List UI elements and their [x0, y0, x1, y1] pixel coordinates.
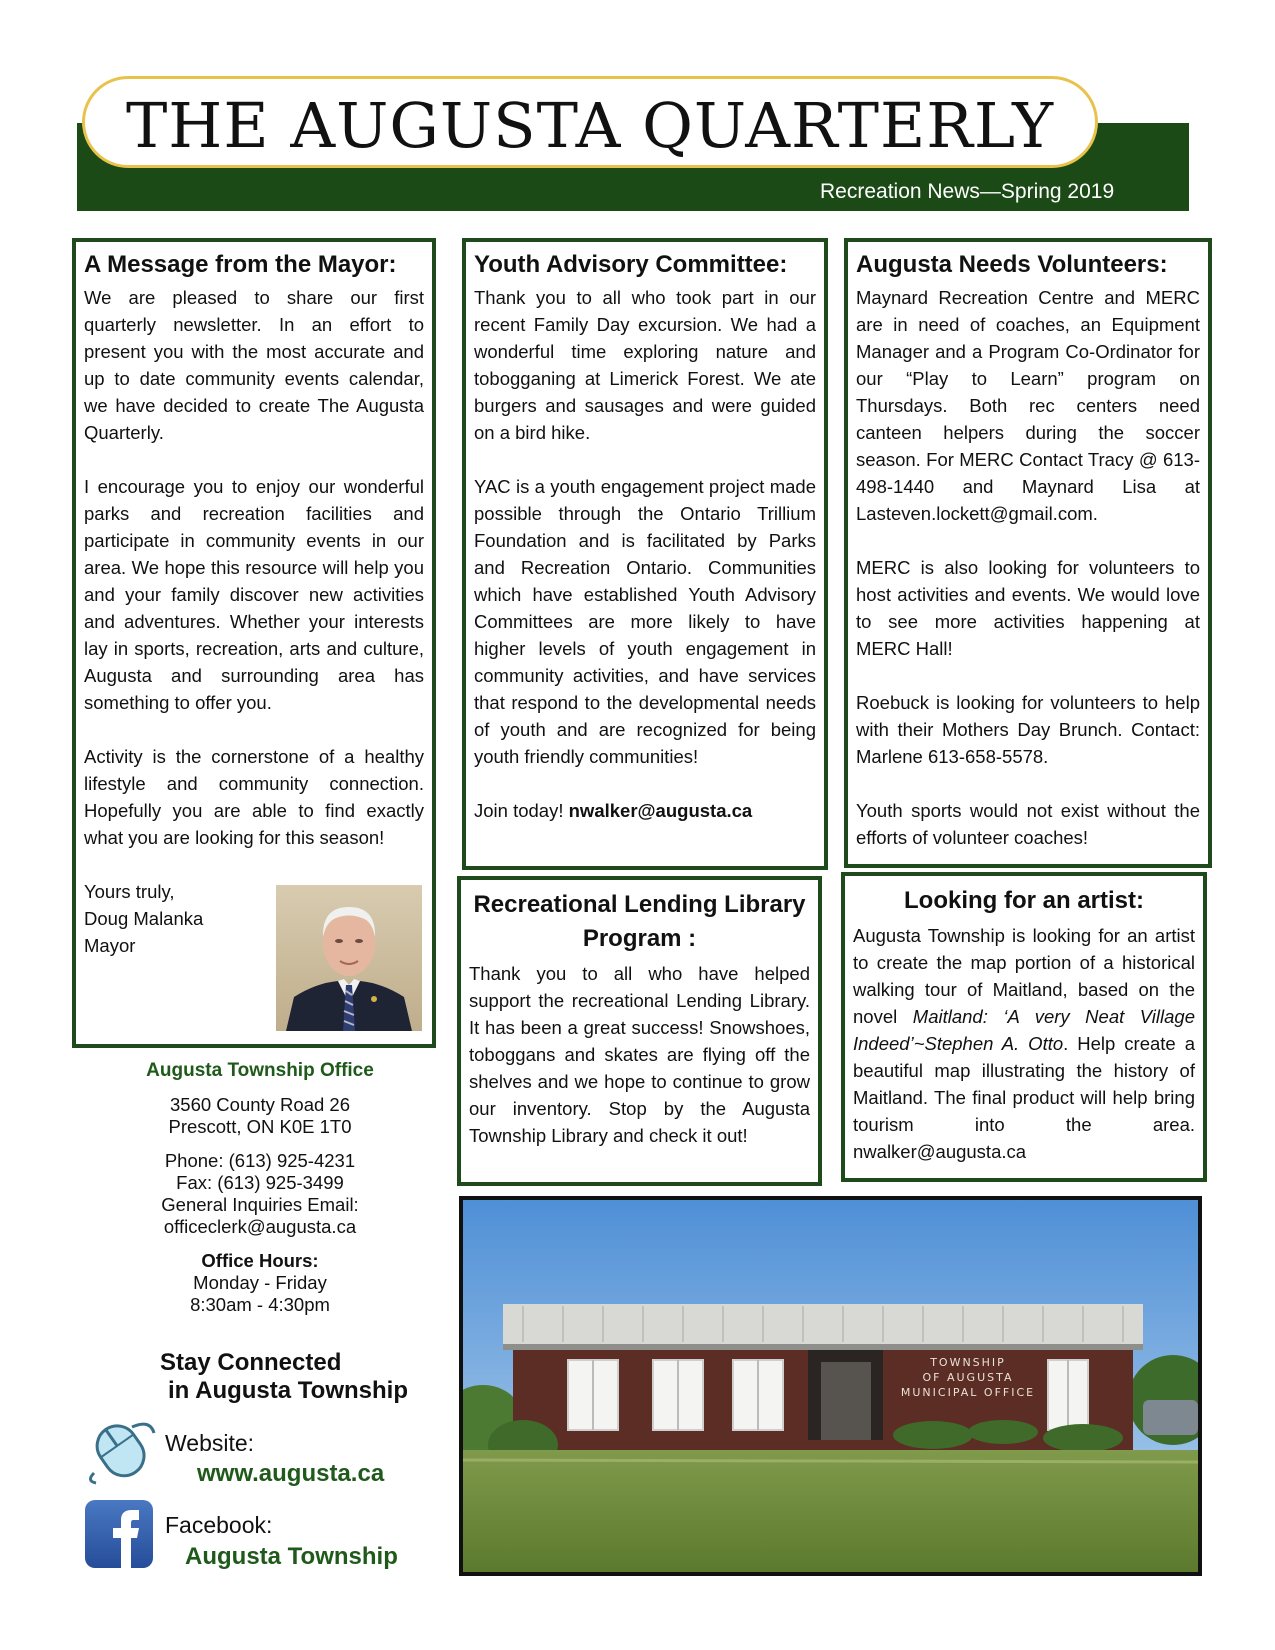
stay-connected-heading: [160, 1349, 450, 1405]
join-text: Join today!: [474, 800, 569, 821]
hours-label: Office Hours:: [201, 1250, 319, 1271]
computer-mouse-icon: [80, 1415, 160, 1485]
youth-paragraph-2: YAC is a youth engagement project made possible through the Ontario Trillium Foundation and is facilitated by Parks and Recreation Ontario. Communities which have established Youth Advisory Committees are more likely to have higher levels of youth engagement in community activities, and have services that respond to the developmental needs of youth and are recognized for being youth friendly communities!: [474, 476, 816, 767]
mayor-photo: [276, 885, 422, 1031]
artist-paragraph: [853, 922, 1195, 1165]
volunteers-paragraph-3: Roebuck is looking for volunteers to help with their Mothers Day Brunch. Contact: Marlene 613-658-5578.: [856, 692, 1200, 767]
artist-text-end: . Help create a beautiful map illustrating the history of Maitland. The final product will help bring tourism into the area. nwalker@augusta.ca: [853, 1033, 1195, 1162]
office-title: Augusta Township Office: [146, 1060, 374, 1081]
hours-time: 8:30am - 4:30pm: [190, 1294, 330, 1315]
mayor-title: Mayor: [84, 935, 136, 956]
artist-text-start: Augusta Township is looking for an artist to create the map portion of a historical walking tour of Maitland, based on the novel: [853, 925, 1195, 1027]
youth-committee-box: [462, 238, 828, 870]
mayor-name: Doug Malanka: [84, 908, 204, 929]
office-hours: [100, 1250, 420, 1316]
municipal-office-photo: [459, 1196, 1202, 1576]
volunteers-heading: Augusta Needs Volunteers:: [856, 251, 1168, 278]
address-line-2: Prescott, ON K0E 1T0: [168, 1116, 352, 1137]
office-address: [100, 1094, 420, 1138]
youth-heading: Youth Advisory Committee:: [474, 251, 788, 278]
artist-box: [841, 872, 1207, 1182]
library-paragraph: Thank you to all who have helped support the recreational Lending Library. It has been a great success! Snowshoes, toboggans and skates are flying off the shelves and we hope to continue to grow our inventory. Stop by the Augusta Township Library and check it out!: [469, 963, 810, 1146]
mayor-paragraph-1: We are pleased to share our first quarterly newsletter. In an effort to present you with the most accurate and up to date community events calendar, we have decided to create The Augusta Quarterly.: [84, 287, 424, 443]
office-info: [100, 1060, 420, 1328]
volunteers-paragraph-1: Maynard Recreation Centre and MERC are in need of coaches, an Equipment Manager and a Program Co-Ordinator for our “Play to Learn” program on Thursdays. Both rec centers need canteen helpers during the soccer season. For MERC Contact Tracy @ 613-498-1440 and Maynard Lisa at Lasteven.lockett@gmail.com.: [856, 287, 1200, 524]
volunteers-box: [844, 238, 1212, 868]
inquiries-label: General Inquiries Email:: [161, 1194, 359, 1215]
library-heading: Recreational Lending Library Program :: [473, 891, 806, 952]
mayor-paragraph-2: I encourage you to enjoy our wonderful parks and recreation facilities and participate in community events in our area. We hope this resource will help you and your family discover new activities and adventures. Whether your interests lay in sports, recreation, arts and culture, Augusta and surrounding area has something to offer you.: [84, 476, 424, 713]
novel-title: Maitland: ‘A very Neat Village Indeed’~Stephen A. Otto: [853, 1006, 1195, 1054]
newsletter-title: THE AUGUSTA QUARTERLY: [125, 89, 1055, 162]
volunteers-paragraph-2: MERC is also looking for volunteers to host activities and events. We would love to see more activities happening at MERC Hall!: [856, 557, 1200, 659]
website-label: Website:: [165, 1430, 255, 1456]
volunteers-paragraph-4: Youth sports would not exist without the efforts of volunteer coaches!: [856, 800, 1200, 848]
lending-library-box: [457, 876, 822, 1186]
sign-line-1: TOWNSHIP: [930, 1356, 1006, 1369]
youth-join: [474, 797, 816, 824]
office-email[interactable]: officeclerk@augusta.ca: [163, 1216, 357, 1237]
sign-line-3: MUNICIPAL OFFICE: [900, 1386, 1036, 1399]
signoff-line: Yours truly,: [84, 881, 175, 902]
issue-subtitle: Recreation News—Spring 2019: [820, 180, 1115, 203]
website-link[interactable]: www.augusta.ca: [197, 1460, 385, 1487]
facebook-link[interactable]: Augusta Township: [185, 1543, 398, 1570]
stay-line-2: in Augusta Township: [168, 1377, 408, 1404]
youth-paragraph-1: Thank you to all who took part in our recent Family Day excursion. We had a wonderful time exploring nature and tobogganing at Limerick Forest. We ate burgers and sausages and were guided on a bird hike.: [474, 287, 816, 443]
facebook-icon: [85, 1500, 153, 1568]
stay-line-1: Stay Connected: [160, 1349, 342, 1376]
office-fax: Fax: (613) 925-3499: [176, 1172, 344, 1193]
address-line-1: 3560 County Road 26: [170, 1094, 350, 1115]
youth-email-link[interactable]: nwalker@augusta.ca: [568, 800, 753, 821]
facebook-label: Facebook:: [165, 1512, 273, 1538]
artist-heading: Looking for an artist:: [904, 887, 1144, 914]
mayor-paragraph-3: Activity is the cornerstone of a healthy lifestyle and community connection. Hopefully you are able to find exactly what you are looking for this season!: [84, 746, 424, 848]
office-phone: Phone: (613) 925-4231: [164, 1150, 356, 1171]
sign-line-2: OF AUGUSTA: [922, 1371, 1014, 1384]
office-contact: [100, 1150, 420, 1238]
hours-days: Monday - Friday: [193, 1272, 327, 1293]
mayor-heading: A Message from the Mayor:: [84, 251, 397, 278]
